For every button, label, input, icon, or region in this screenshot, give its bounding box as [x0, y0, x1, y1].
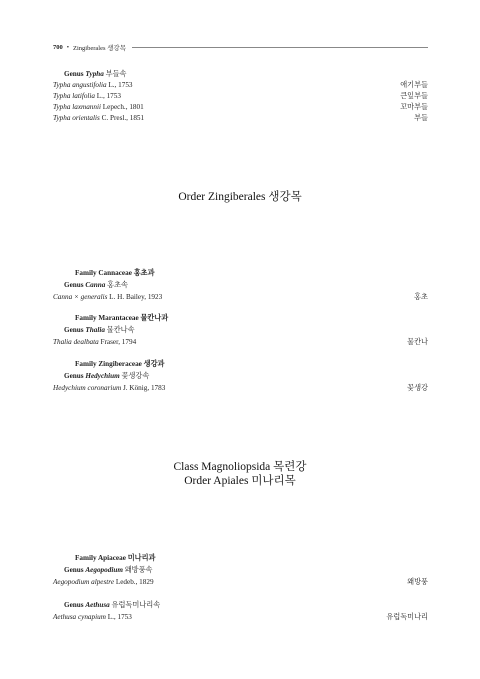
species-author: C. Presl., 1851: [101, 114, 145, 122]
species-author: Fraser, 1794: [100, 338, 137, 346]
genus-typha: [53, 69, 439, 79]
species-row: [53, 91, 428, 101]
genus-label: Genus: [64, 70, 84, 78]
genus-canna: [53, 280, 439, 290]
species-row: [53, 383, 428, 393]
species-korean: 홍초: [414, 293, 428, 301]
genus-name: Aegopodium: [85, 566, 123, 574]
species-korean: 유럽독미나리: [386, 613, 428, 621]
family-marantaceae: Family Marantaceae 물칸나과: [75, 314, 169, 322]
genus-aethusa: [53, 600, 439, 610]
genus-korean: 꽃생강속: [121, 372, 150, 380]
running-header: [53, 41, 428, 53]
genus-name: Hedychium: [85, 372, 120, 380]
species-row: [53, 337, 428, 347]
header-rule: [132, 47, 428, 48]
genus-thalia: [53, 325, 439, 335]
genus-hedychium: [53, 371, 439, 381]
species-name: Typha latifolia: [53, 92, 95, 100]
order-title-zingiberales: Order Zingiberales 생강목: [178, 191, 302, 203]
species-row: [53, 102, 428, 112]
species-korean: 왜방풍: [407, 578, 428, 586]
genus-korean: 홍초속: [107, 281, 128, 289]
genus-name: Aethusa: [85, 601, 110, 609]
species-author: Lepech., 1801: [102, 103, 144, 111]
genus-label: Genus: [64, 372, 84, 380]
genus-label: Genus: [64, 566, 84, 574]
genus-label: Genus: [64, 601, 84, 609]
species-author: L., 1753: [108, 81, 133, 89]
species-korean: 물칸나: [407, 338, 428, 346]
species-row: [53, 80, 428, 90]
species-korean: 꼬마부들: [400, 103, 428, 111]
species-author: L. H. Bailey, 1923: [109, 293, 163, 301]
genus-korean: 물칸나속: [106, 326, 135, 334]
species-name: Canna × generalis: [53, 293, 108, 301]
species-korean: 부들: [414, 114, 428, 122]
species-name: Typha orientalis: [53, 114, 100, 122]
species-row: [53, 292, 428, 302]
order-title-apiales: Order Apiales 미나리목: [184, 475, 296, 487]
species-name: Aethusa cynapium: [53, 613, 106, 621]
genus-name: Canna: [85, 281, 106, 289]
header-separator: •: [66, 43, 70, 51]
species-name: Thalia dealbata: [53, 338, 99, 346]
genus-korean: 유럽독미나리속: [111, 601, 161, 609]
family-zingiberaceae: Family Zingiberaceae 생강과: [75, 360, 165, 368]
genus-name: Typha: [85, 70, 104, 78]
genus-korean: 부들속: [105, 70, 127, 78]
genus-name: Thalia: [85, 326, 105, 334]
species-author: L., 1753: [96, 92, 121, 100]
species-korean: 큰잎부들: [400, 92, 428, 100]
header-section: Zingiberales 생강목: [73, 44, 126, 52]
page-number: 700: [53, 43, 63, 51]
species-author: L., 1753: [107, 613, 132, 621]
species-author: Ledeb., 1829: [115, 578, 154, 586]
species-row: [53, 113, 428, 123]
genus-label: Genus: [64, 326, 84, 334]
family-apiaceae: Family Apiaceae 미나리과: [75, 554, 156, 562]
genus-korean: 왜방풍속: [124, 566, 153, 574]
family-cannaceae: Family Cannaceae 홍초과: [75, 269, 155, 277]
species-row: [53, 577, 428, 587]
species-name: Typha angustifolia: [53, 81, 107, 89]
genus-aegopodium: [53, 565, 439, 575]
species-name: Aegopodium alpestre: [53, 578, 115, 586]
class-title-magnoliopsida: Class Magnoliopsida 목련강: [173, 461, 307, 473]
genus-label: Genus: [64, 281, 84, 289]
species-author: J. König, 1783: [123, 384, 166, 392]
species-name: Typha laxmannii: [53, 103, 101, 111]
species-name: Hedychium coronarium: [53, 384, 122, 392]
species-korean: 애기부들: [400, 81, 428, 89]
species-row: [53, 612, 428, 622]
species-korean: 꽃생강: [407, 384, 428, 392]
